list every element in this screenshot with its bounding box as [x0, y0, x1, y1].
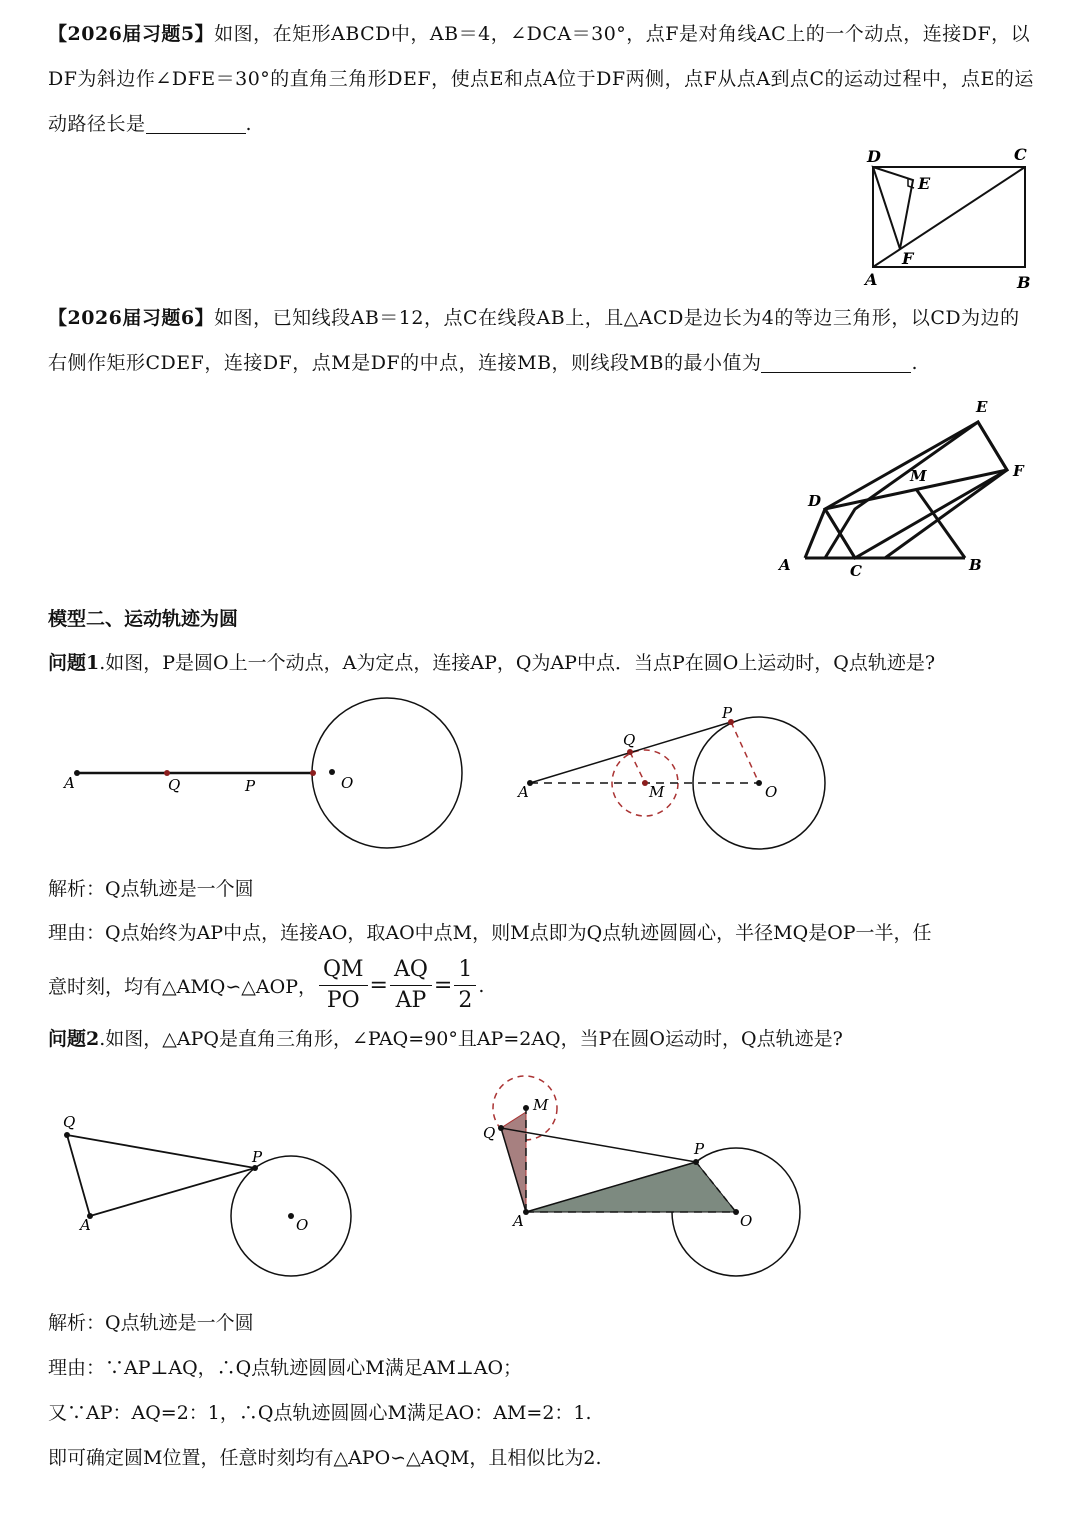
label-M: M — [910, 467, 927, 485]
label-C: C — [850, 562, 862, 580]
label-Q: Q — [168, 776, 181, 794]
label-A: A — [513, 1212, 524, 1230]
problem5-text: 【2026届习题5】如图，在矩形ABCD中，AB＝4，∠DCA＝30°，点F是对角线AC上的一个动点，连接DF，以DF为斜边作∠DFE＝30°的直角三角形DEF，使点E和点A位于DF两侧，点F从点A到点C的运动过程中，点E的运动路径长是 . — [48, 23, 1034, 135]
problem6-answer-blank[interactable] — [761, 350, 911, 373]
fraction-one-half: $\frac{1}{2}$ — [454, 955, 476, 1016]
label-M: M — [649, 783, 665, 801]
fraction-qm-po: $\frac{QM}{PO}$ — [319, 955, 368, 1016]
problem6-figure — [770, 395, 1040, 585]
q2-text: 问题2.如图，△APQ是直角三角形，∠PAQ=90°且AP=2AQ，当P在圆O运动时，Q点轨迹是? — [48, 1028, 843, 1050]
q2-reason-line2: 又∵AP：AQ=2：1，∴Q点轨迹圆圆心M满足AO：AM=2：1. — [48, 1402, 592, 1424]
label-A: A — [865, 270, 878, 289]
label-A: A — [779, 556, 791, 574]
label-O: O — [341, 774, 354, 792]
label-B: B — [1017, 273, 1031, 292]
label-E: E — [976, 398, 988, 416]
q1-text: 问题1.如图，P是圆O上一个动点，A为定点，连接AP，Q为AP中点．当点P在圆O上运动时，Q点轨迹是? — [48, 652, 936, 674]
label-P: P — [694, 1140, 705, 1158]
label-A: A — [64, 774, 75, 792]
label-Q: Q — [623, 731, 636, 749]
label-Q: Q — [63, 1113, 76, 1131]
label-O: O — [740, 1212, 753, 1230]
label-Q: Q — [483, 1124, 496, 1142]
q1-figure-left — [55, 690, 425, 860]
q2-figure-left — [55, 1110, 365, 1285]
label-O: O — [765, 783, 778, 801]
label-M: M — [533, 1096, 549, 1114]
label-A: A — [80, 1216, 91, 1234]
label-B: B — [969, 556, 982, 574]
label-E: E — [918, 174, 931, 193]
section-heading: 模型二、运动轨迹为圆 — [48, 608, 239, 630]
label-P: P — [252, 1148, 263, 1166]
problem5-answer-blank[interactable] — [146, 111, 246, 134]
q2-reason-line3: 即可确定圆M位置，任意时刻均有△APO∽△AQM，且相似比为2. — [48, 1447, 602, 1469]
q2-analysis: 解析：Q点轨迹是一个圆 — [48, 1312, 254, 1334]
label-P: P — [722, 704, 733, 722]
label-D: D — [808, 492, 822, 510]
problem5-tag: 【2026届习题5】 — [48, 23, 215, 45]
label-F: F — [902, 249, 914, 268]
problem6-text: 【2026届习题6】如图，已知线段AB＝12，点C在线段AB上，且△ACD是边长为4的等边三角形，以CD为边的右侧作矩形CDEF，连接DF，点M是DF的中点，连接MB，则线段MB的最小值为 . — [48, 307, 1020, 374]
label-C: C — [1014, 145, 1027, 164]
problem5-figure — [860, 140, 1040, 290]
label-F: F — [1013, 462, 1024, 480]
label-A: A — [518, 783, 529, 801]
q1-reason-line1: 理由：Q点始终为AP中点，连接AO，取AO中点M，则M点即为Q点轨迹圆圆心，半径MQ是OP一半，任 — [48, 922, 932, 944]
problem5-body: 如图，在矩形ABCD中，AB＝4，∠DCA＝30°，点F是对角线AC上的一个动点，连接DF，以DF为斜边作∠DFE＝30°的直角三角形DEF，使点E和点A位于DF两侧，点F从点A到点C的运动过程中，点E的运动路径长是 — [48, 23, 1034, 135]
q1-analysis: 解析：Q点轨迹是一个圆 — [48, 878, 254, 900]
fraction-aq-ap: $\frac{AQ}{AP}$ — [390, 955, 432, 1016]
label-D: D — [867, 147, 881, 166]
q2-figure-right — [480, 1072, 810, 1282]
q1-reason-line2: 意时刻，均有△AMQ∽△AOP， $\frac{QM}{PO}$ = $\frac{AQ}{AP}$ = $\frac{1}{2}$ . — [48, 955, 484, 1016]
q2-reason-line1: 理由：∵AP⊥AQ，∴Q点轨迹圆圆心M满足AM⊥AO； — [48, 1357, 523, 1379]
label-P: P — [245, 777, 256, 795]
problem6-body: 如图，已知线段AB＝12，点C在线段AB上，且△ACD是边长为4的等边三角形，以CD为边的右侧作矩形CDEF，连接DF，点M是DF的中点，连接MB，则线段MB的最小值为 — [48, 307, 1020, 374]
q1-figure-right — [515, 705, 845, 865]
label-O: O — [296, 1216, 309, 1234]
problem6-tag: 【2026届习题6】 — [48, 307, 215, 329]
